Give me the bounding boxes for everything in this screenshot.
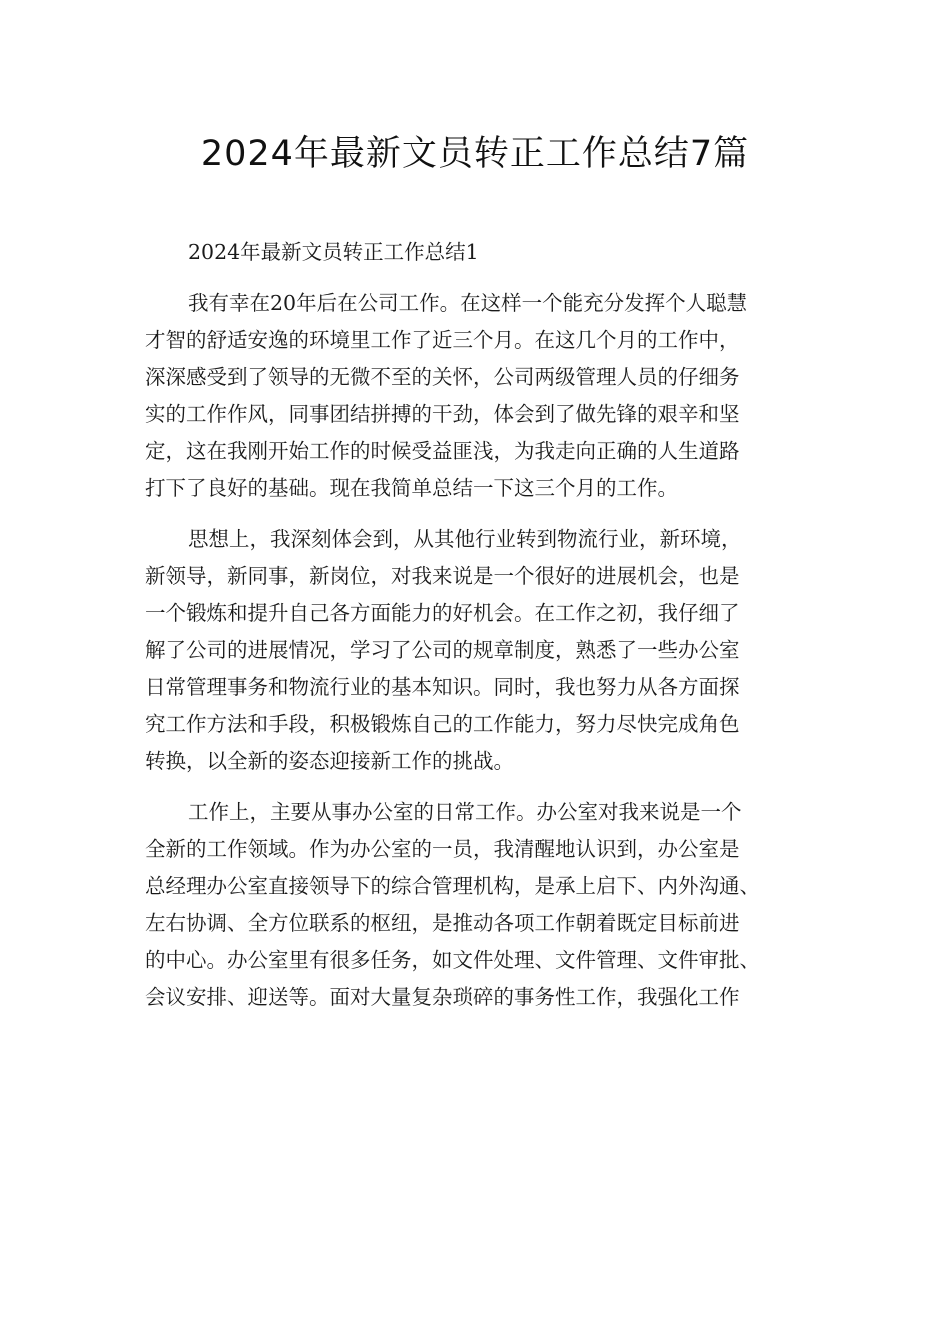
paragraph-line: 定，这在我刚开始工作的时候受益匪浅，为我走向正确的人生道路	[145, 439, 740, 463]
paragraph-line: 的中心。办公室里有很多任务，如文件处理、文件管理、文件审批、	[145, 948, 760, 972]
paragraph-line: 日常管理事务和物流行业的基本知识。同时，我也努力从各方面探	[145, 675, 740, 699]
paragraph-line: 思想上，我深刻体会到，从其他行业转到物流行业，新环境，	[188, 527, 742, 551]
paragraph-line: 一个锻炼和提升自己各方面能力的好机会。在工作之初，我仔细了	[145, 601, 740, 625]
paragraph-line: 实的工作作风，同事团结拼搏的干劲，体会到了做先锋的艰辛和坚	[145, 402, 740, 426]
paragraph-line: 解了公司的进展情况，学习了公司的规章制度，熟悉了一些办公室	[145, 638, 740, 662]
paragraph-line: 我有幸在20年后在公司工作。在这样一个能充分发挥个人聪慧	[188, 291, 748, 315]
paragraph-line: 转换，以全新的姿态迎接新工作的挑战。	[145, 749, 514, 773]
paragraph-line: 会议安排、迎送等。面对大量复杂琐碎的事务性工作，我强化工作	[145, 985, 740, 1009]
paragraph-line: 总经理办公室直接领导下的综合管理机构，是承上启下、内外沟通、	[145, 874, 760, 898]
document-title: 2024年最新文员转正工作总结7篇	[200, 134, 750, 174]
paragraph-line: 才智的舒适安逸的环境里工作了近三个月。在这几个月的工作中，	[145, 328, 740, 352]
paragraph-line: 工作上，主要从事办公室的日常工作。办公室对我来说是一个	[188, 800, 742, 824]
paragraph-2	[145, 521, 825, 780]
section-subheading: 2024年最新文员转正工作总结1	[188, 240, 479, 264]
paragraph-line: 左右协调、全方位联系的枢纽，是推动各项工作朝着既定目标前进	[145, 911, 740, 935]
document-body	[145, 234, 825, 1016]
paragraph-line: 打下了良好的基础。现在我简单总结一下这三个月的工作。	[145, 476, 678, 500]
paragraph-line: 新领导，新同事，新岗位，对我来说是一个很好的进展机会，也是	[145, 564, 740, 588]
paragraph-line: 深深感受到了领导的无微不至的关怀，公司两级管理人员的仔细务	[145, 365, 740, 389]
paragraph-line: 究工作方法和手段，积极锻炼自己的工作能力，努力尽快完成角色	[145, 712, 740, 736]
paragraph-1	[145, 285, 825, 507]
paragraph-line: 全新的工作领域。作为办公室的一员，我清醒地认识到，办公室是	[145, 837, 740, 861]
paragraph-3	[145, 794, 825, 1016]
